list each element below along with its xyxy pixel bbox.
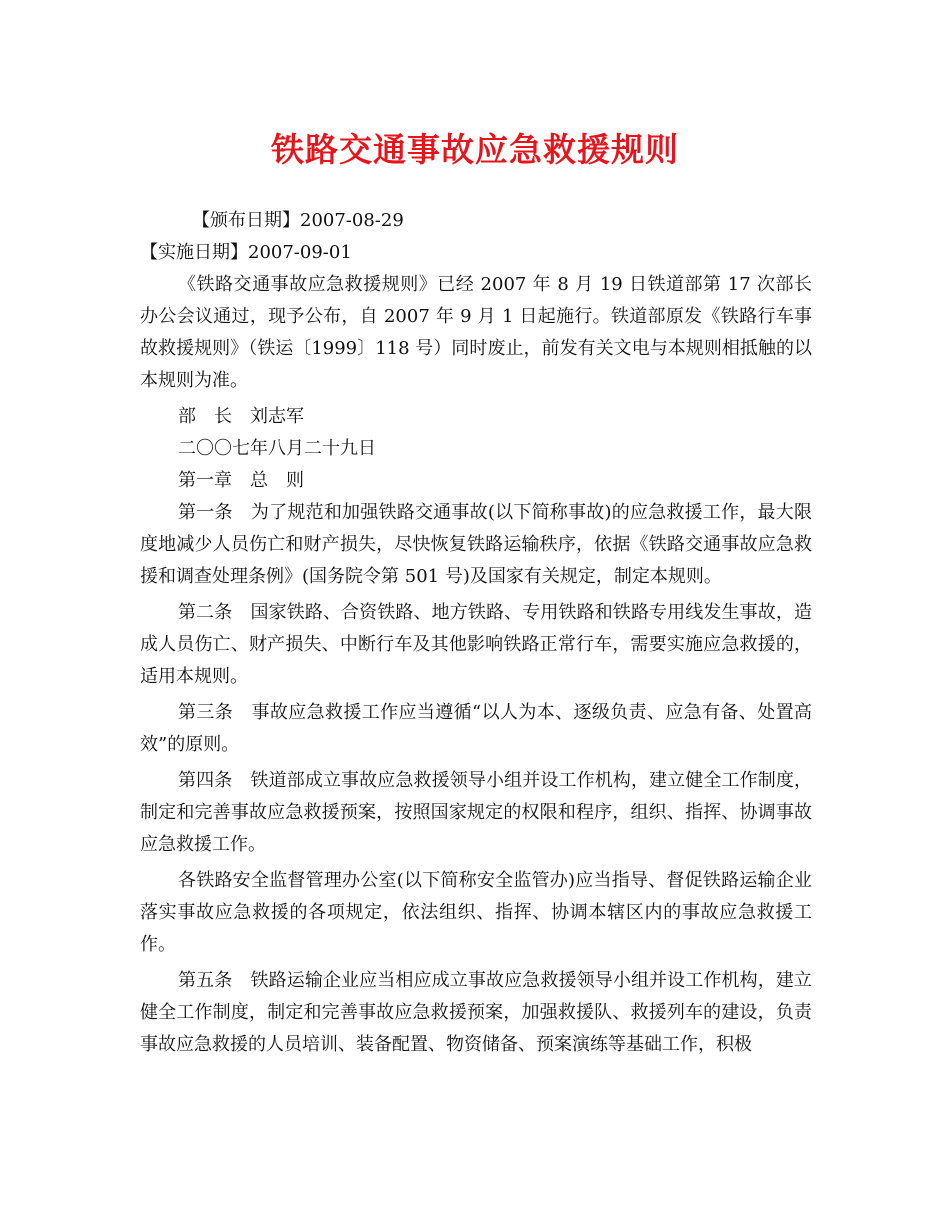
promulgation-date: 【颁布日期】2007-08-29 — [192, 210, 404, 231]
article-1: 第一条 为了规范和加强铁路交通事故(以下简称事故)的应急救援工作，最大限度地减少人员伤亡和财产损失，尽快恢复铁路运输秩序，依据《铁路交通事故应急救援和调查处理条例》(国务院令第 501 号)及国家有关规定，制定本规则。 — [140, 502, 812, 587]
chapter-heading: 第一章 总 则 — [178, 470, 304, 491]
article-4: 第四条 铁道部成立事故应急救援领导小组并设工作机构，建立健全工作制度，制定和完善事故应急救援预案，按照国家规定的权限和程序，组织、指挥、协调事故应急救援工作。 — [140, 770, 812, 855]
article-4-paragraph-2: 各铁路安全监督管理办公室(以下简称安全监管办)应当指导、督促铁路运输企业落实事故应急救援的各项规定，依法组织、指挥、协调本辖区内的事故应急救援工作。 — [140, 870, 812, 955]
article-2: 第二条 国家铁路、合资铁路、地方铁路、专用铁路和铁路专用线发生事故，造成人员伤亡、财产损失、中断行车及其他影响铁路正常行车，需要实施应急救援的，适用本规则。 — [140, 602, 812, 687]
article-5: 第五条 铁路运输企业应当相应成立事故应急救援领导小组并设工作机构，建立健全工作制度，制定和完善事故应急救援预案，加强救援队、救援列车的建设，负责事故应急救援的人员培训、装备配置、物资储备、预案演练等基础工作，积极 — [140, 970, 812, 1055]
article-3: 第三条 事故应急救援工作应当遵循“以人为本、逐级负责、应急有备、处置高效”的原则。 — [140, 702, 812, 755]
document-title: 铁路交通事故应急救援规则 — [271, 130, 679, 169]
signature-date: 二〇〇七年八月二十九日 — [178, 438, 376, 459]
preamble-paragraph: 《铁路交通事故应急救援规则》已经 2007 年 8 月 19 日铁道部第 17 次部长办公会议通过，现予公布，自 2007 年 9 月 1 日起施行。铁道部原发《铁路行车事故救援规则》（铁运〔1999〕118 号）同时废止，前发有关文电与本规则相抵触的以本规则为准。 — [140, 274, 812, 391]
effective-date: 【实施日期】2007-09-01 — [140, 242, 352, 263]
document-body — [140, 205, 812, 1065]
minister-signature: 部 长 刘志军 — [178, 406, 304, 427]
